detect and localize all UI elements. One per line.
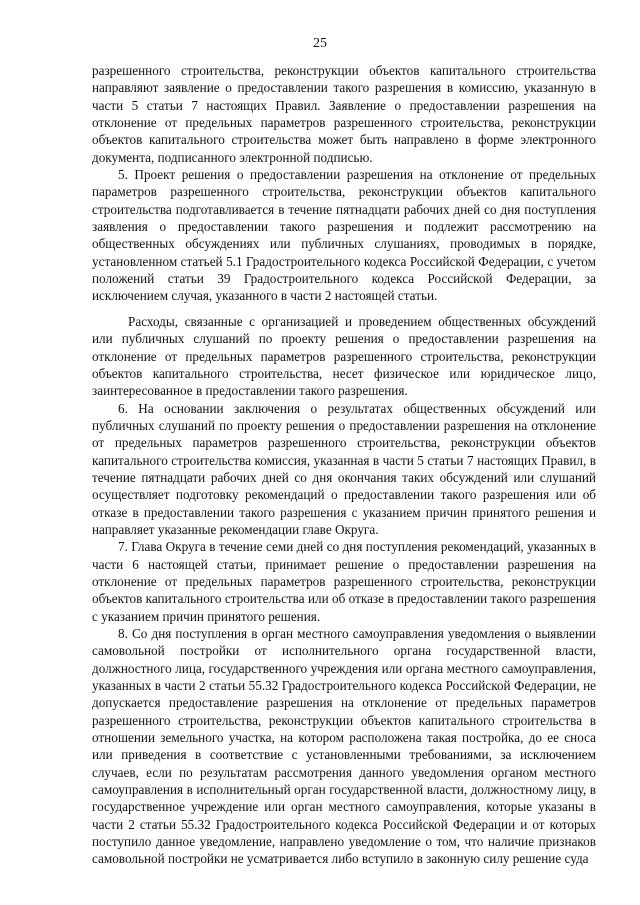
paragraph-expenses: Расходы, связанные с организацией и проведением общественных обсуждений или публичных слушаний по проекту решения о предоставлении разрешения на отклонение от предельных параметров разрешенного строительства, реконструкции объектов капитального строительства, несет физическое или юридическое лицо, заинтересованное в предоставлении такого разрешения. (92, 313, 596, 399)
paragraph-item-5: 5. Проект решения о предоставлении разрешения на отклонение от предельных параметров разрешенного строительства, реконструкции объектов капитального строительства подготавливается в течение пятнадцати рабочих дней со дня поступления заявления о предоставлении такого разрешения и подлежит рассмотрению на общественных обсуждениях или публичных слушаниях, проводимых в порядке, установленном статьей 5.1 Градостроительного кодекса Российской Федерации, с учетом положений статьи 39 Градостроительного кодекса Российской Федерации, за исключением случая, указанного в части 2 настоящей статьи. (92, 167, 596, 304)
paragraph-item-8: 8. Со дня поступления в орган местного самоуправления уведомления о выявлении самовольной постройки от исполнительного органа государственной власти, должностного лица, государственного учреждения или органа местного самоуправления, указанных в части 2 статьи 55.32 Градостроительного кодекса Российской Федерации, не допускается предоставление разрешения на отклонение от предельных параметров разрешенного строительства, реконструкции объектов капитального строительства в отношении земельного участка, на котором расположена такая постройка, до ее сноса или приведения в соответствие с установленными требованиями, за исключением случаев, если по результатам рассмотрения данного уведомления органом местного самоуправления в исполнительный орган государственной власти, должностному лицу, в государственное учреждение или орган местного самоуправления, которые указаны в части 2 статьи 55.32 Градостроительного кодекса Российской Федерации и от которых поступило данное уведомление, направлено уведомление о том, что наличие признаков самовольной постройки не усматривается либо вступило в законную силу решение суда (92, 626, 596, 867)
paragraph-item-6: 6. На основании заключения о результатах общественных обсуждений или публичных слушаний по проекту решения о предоставлении разрешения на отклонение от предельных параметров разрешенного строительства, реконструкции объектов капитального строительства комиссия, указанная в части 5 статьи 7 настоящих Правил, в течение пятнадцати рабочих дней со дня окончания таких обсуждений или слушаний осуществляет подготовку рекомендаций о предоставлении такого разрешения или об отказе в предоставлении такого разрешения с указанием причин принятого решения и направляет указанные рекомендации главе Округа. (92, 400, 596, 537)
paragraph-continuation: разрешенного строительства, реконструкции объектов капитального строительства направляют заявление о предоставлении такого разрешения в комиссию, указанную в части 5 статьи 7 настоящих Правил. Заявление о предоставлении разрешения на отклонение от предельных параметров разрешенного строительства, реконструкции объектов капитального строительства может быть направлено в форме электронного документа, подписанного электронной подписью. (92, 63, 596, 165)
paragraph-item-7: 7. Глава Округа в течение семи дней со дня поступления рекомендаций, указанных в части 6 настоящей статьи, принимает решение о предоставлении разрешения на отклонение от предельных параметров разрешенного строительства, реконструкции объектов капитального строительства или об отказе в предоставлении такого разрешения с указанием причин принятого решения. (92, 539, 596, 624)
page-number: 25 (313, 36, 327, 51)
document-body (92, 62, 596, 868)
